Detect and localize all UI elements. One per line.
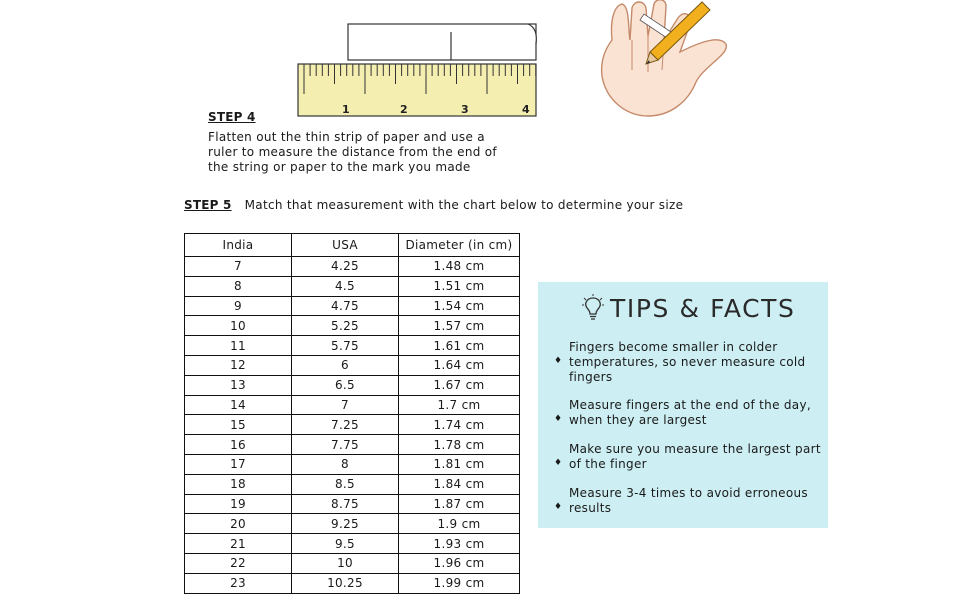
india-size-cell: 19 <box>185 494 292 514</box>
diameter-cell: 1.51 cm <box>399 276 520 296</box>
table-row <box>185 514 520 534</box>
usa-size-cell: 9.5 <box>292 534 399 554</box>
india-size-cell: 18 <box>185 474 292 494</box>
diameter-cell: 1.93 cm <box>399 534 520 554</box>
step5-instructions: Match that measurement with the chart below to determine your size <box>244 198 684 212</box>
table-row <box>185 276 520 296</box>
step4-instructions <box>208 130 498 175</box>
ruler-illustration <box>296 20 541 120</box>
india-size-cell: 16 <box>185 435 292 455</box>
table-row <box>185 375 520 395</box>
table-row <box>185 415 520 435</box>
step4-line: ruler to measure the distance from the end of <box>208 145 497 159</box>
india-size-cell: 12 <box>185 355 292 375</box>
step5-heading: STEP 5 <box>184 198 232 212</box>
usa-size-cell: 4.25 <box>292 257 399 277</box>
diameter-cell: 1.81 cm <box>399 454 520 474</box>
table-row <box>185 553 520 573</box>
india-size-cell: 21 <box>185 534 292 554</box>
table-header-row <box>185 234 520 257</box>
usa-size-cell: 4.75 <box>292 296 399 316</box>
table-row <box>185 454 520 474</box>
india-size-cell: 11 <box>185 336 292 356</box>
table-row <box>185 395 520 415</box>
diameter-cell: 1.9 cm <box>399 514 520 534</box>
step5-row <box>184 194 683 213</box>
usa-size-cell: 6 <box>292 355 399 375</box>
bullet-icon: ♦ <box>554 414 563 424</box>
diameter-cell: 1.67 cm <box>399 375 520 395</box>
india-size-cell: 7 <box>185 257 292 277</box>
diameter-cell: 1.48 cm <box>399 257 520 277</box>
bullet-icon: ♦ <box>554 356 563 366</box>
table-row <box>185 257 520 277</box>
tips-title: TIPS & FACTS <box>610 294 796 323</box>
tip-line: of the finger <box>569 457 647 471</box>
usa-size-cell: 5.25 <box>292 316 399 336</box>
india-size-cell: 15 <box>185 415 292 435</box>
diameter-cell: 1.78 cm <box>399 435 520 455</box>
usa-size-cell: 8.5 <box>292 474 399 494</box>
diameter-cell: 1.99 cm <box>399 573 520 593</box>
tip-line: Measure 3-4 times to avoid erroneous <box>569 486 808 500</box>
hand-with-pencil-illustration <box>592 0 742 120</box>
column-header-usa: USA <box>292 234 399 257</box>
ruler-number: 3 <box>461 103 469 116</box>
tip-line: Measure fingers at the end of the day, <box>569 398 811 412</box>
usa-size-cell: 8.75 <box>292 494 399 514</box>
table-row <box>185 355 520 375</box>
diameter-cell: 1.84 cm <box>399 474 520 494</box>
diameter-cell: 1.87 cm <box>399 494 520 514</box>
usa-size-cell: 7.75 <box>292 435 399 455</box>
diameter-cell: 1.57 cm <box>399 316 520 336</box>
diameter-cell: 1.61 cm <box>399 336 520 356</box>
diameter-cell: 1.74 cm <box>399 415 520 435</box>
tips-facts-box <box>538 282 828 528</box>
usa-size-cell: 7 <box>292 395 399 415</box>
ruler-number: 2 <box>400 103 408 116</box>
india-size-cell: 23 <box>185 573 292 593</box>
usa-size-cell: 6.5 <box>292 375 399 395</box>
india-size-cell: 22 <box>185 553 292 573</box>
table-row <box>185 534 520 554</box>
table-row <box>185 435 520 455</box>
india-size-cell: 17 <box>185 454 292 474</box>
tip-line: Make sure you measure the largest part <box>569 442 821 456</box>
table-row <box>185 494 520 514</box>
usa-size-cell: 4.5 <box>292 276 399 296</box>
table-row <box>185 336 520 356</box>
lightbulb-icon <box>582 294 604 322</box>
ring-size-table <box>184 233 520 594</box>
india-size-cell: 13 <box>185 375 292 395</box>
diameter-cell: 1.96 cm <box>399 553 520 573</box>
india-size-cell: 9 <box>185 296 292 316</box>
india-size-cell: 10 <box>185 316 292 336</box>
diameter-cell: 1.54 cm <box>399 296 520 316</box>
usa-size-cell: 8 <box>292 454 399 474</box>
diameter-cell: 1.7 cm <box>399 395 520 415</box>
column-header-india: India <box>185 234 292 257</box>
usa-size-cell: 5.75 <box>292 336 399 356</box>
india-size-cell: 8 <box>185 276 292 296</box>
table-row <box>185 316 520 336</box>
step4-heading: STEP 4 <box>208 110 256 124</box>
ruler-number: 1 <box>342 103 350 116</box>
usa-size-cell: 7.25 <box>292 415 399 435</box>
tip-line: Fingers become smaller in colder <box>569 340 778 354</box>
bullet-icon: ♦ <box>554 458 563 468</box>
table-row <box>185 296 520 316</box>
tip-line: when they are largest <box>569 413 707 427</box>
diameter-cell: 1.64 cm <box>399 355 520 375</box>
ruler-number: 4 <box>522 103 530 116</box>
bullet-icon: ♦ <box>554 502 563 512</box>
step4-line: the string or paper to the mark you made <box>208 160 471 174</box>
column-header-diameter: Diameter (in cm) <box>399 234 520 257</box>
usa-size-cell: 10.25 <box>292 573 399 593</box>
table-row <box>185 573 520 593</box>
tip-line: temperatures, so never measure cold <box>569 355 806 369</box>
tip-line: results <box>569 501 612 515</box>
india-size-cell: 14 <box>185 395 292 415</box>
table-row <box>185 474 520 494</box>
usa-size-cell: 9.25 <box>292 514 399 534</box>
tip-line: fingers <box>569 370 613 384</box>
step4-line: Flatten out the thin strip of paper and use a <box>208 130 485 144</box>
india-size-cell: 20 <box>185 514 292 534</box>
usa-size-cell: 10 <box>292 553 399 573</box>
